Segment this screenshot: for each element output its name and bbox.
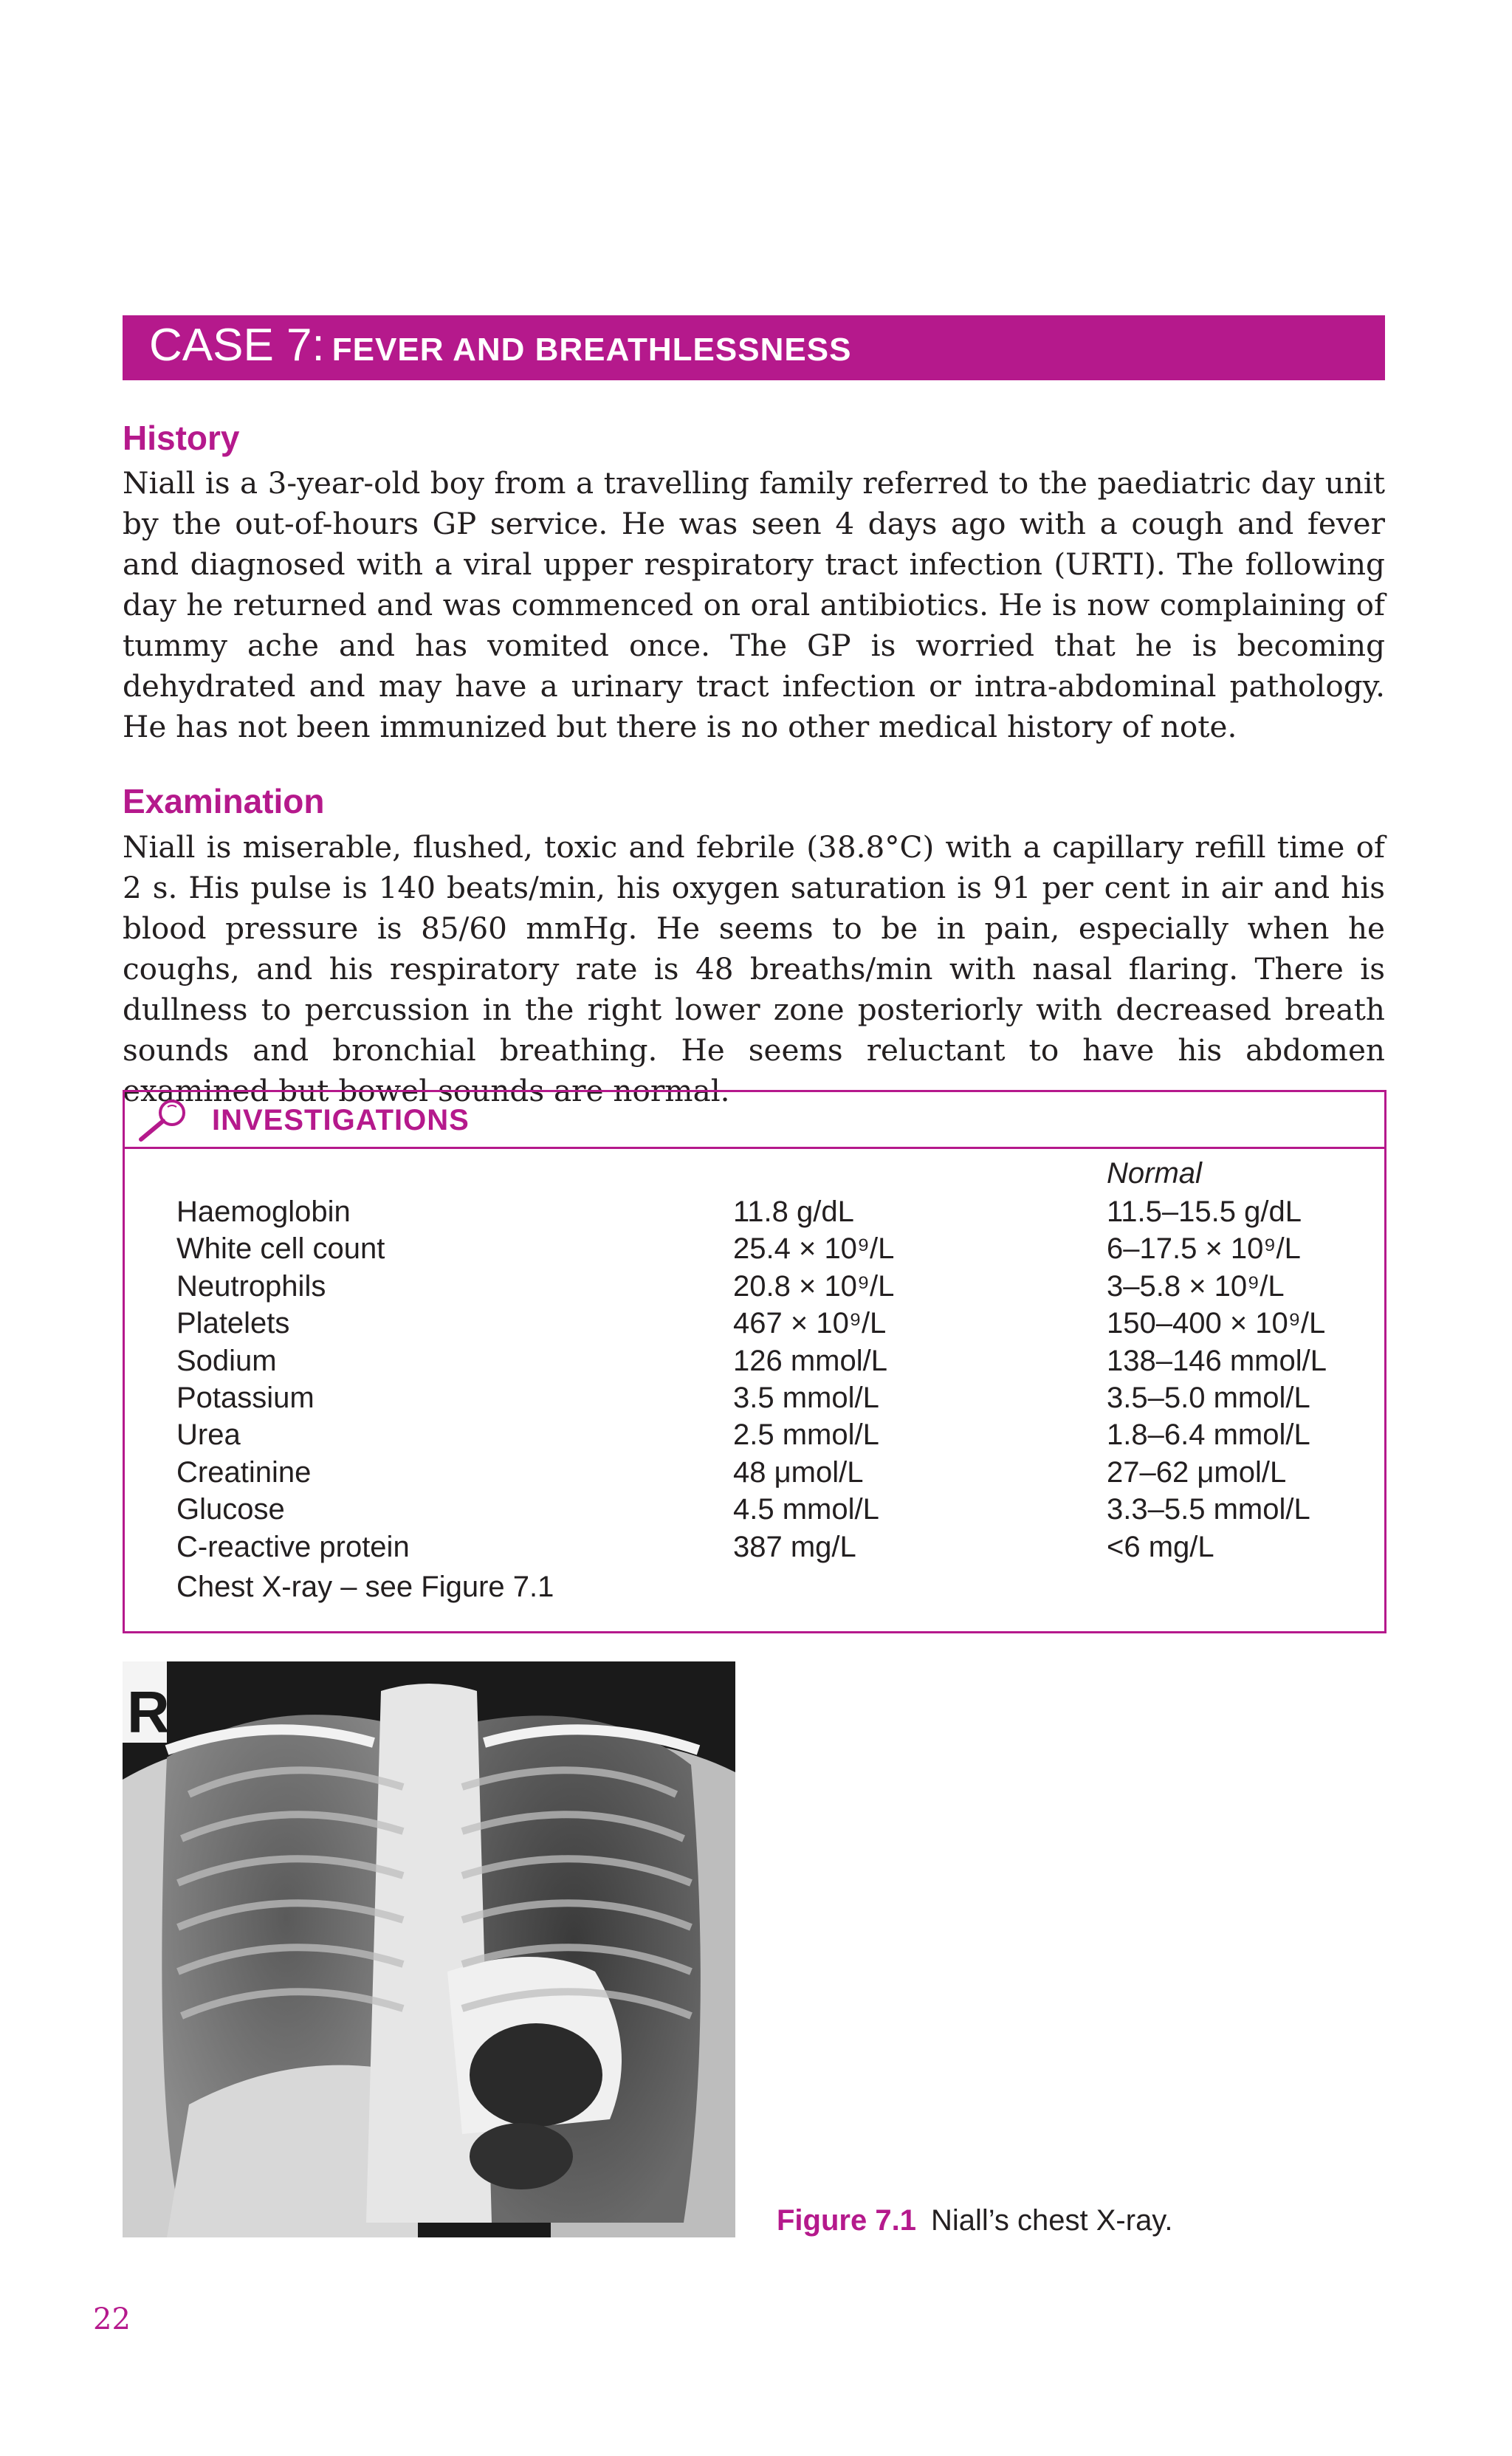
investigation-row — [176, 1232, 1372, 1269]
examination-text: Niall is miserable, flushed, toxic and febrile (38.8°C) with a capillary refill time of 2 s. His pulse is 140 beats/min, his oxygen saturation is 91 per cent in air and his blood pressure is 85/60 mmHg. He seems to be in pain, especially when he coughs, and his respiratory rate is 48 breaths/min with nasal flaring. There is dullness to percussion in the right lower zone posteriorly with decreased breath sounds and bronchial breathing. He seems reluctant to have his abdomen examined but bowel sounds are normal. — [123, 829, 1385, 1108]
investigation-name: C-reactive protein — [176, 1530, 410, 1563]
case-title — [149, 319, 851, 371]
investigation-normal-range: 11.5–15.5 g/dL — [1107, 1196, 1302, 1228]
figure-label: Figure 7.1 — [777, 2204, 916, 2237]
history-text: Niall is a 3-year-old boy from a travelling family referred to the paediatric day unit by the out-of-hours GP service. He was seen 4 days ago with a cough and fever and diagnosed with a viral upper respiratory tract infection (URTI). The following day he returned and was commenced on oral antibiotics. He is now complaining of tummy ache and has vomited once. The GP is worried that he is becoming dehydrated and may have a urinary tract infection or intra-abdominal pathology. He has not been immunized but there is no other medical history of note. — [123, 465, 1385, 744]
investigation-value: 4.5 mmol/L — [733, 1493, 879, 1526]
investigation-value: 25.4 × 10⁹/L — [733, 1232, 895, 1266]
xray-side-marker: R — [127, 1679, 170, 1745]
investigation-name: Urea — [176, 1419, 241, 1452]
investigation-name: Sodium — [176, 1344, 277, 1377]
investigation-row — [176, 1419, 1372, 1455]
investigation-normal-range: 3.5–5.0 mmol/L — [1107, 1381, 1310, 1414]
case-label: CASE 7: — [149, 320, 325, 371]
investigations-table — [176, 1196, 1372, 1568]
figure-caption — [777, 2204, 1172, 2237]
investigation-normal-range: 6–17.5 × 10⁹/L — [1107, 1232, 1301, 1266]
magnifier-icon — [131, 1095, 193, 1144]
history-heading: History — [123, 419, 240, 457]
investigations-box — [123, 1090, 1386, 1633]
normal-column-header: Normal — [1107, 1157, 1202, 1190]
investigation-value: 48 μmol/L — [733, 1455, 864, 1489]
investigation-row — [176, 1456, 1372, 1493]
investigation-normal-range: 138–146 mmol/L — [1107, 1344, 1327, 1377]
investigation-row — [176, 1270, 1372, 1307]
investigation-normal-range: 150–400 × 10⁹/L — [1107, 1307, 1326, 1340]
case-subtitle: FEVER AND BREATHLESSNESS — [331, 332, 852, 368]
investigation-name: Haemoglobin — [176, 1196, 351, 1228]
investigation-normal-range: 3.3–5.5 mmol/L — [1107, 1493, 1310, 1526]
investigation-row — [176, 1382, 1372, 1419]
investigation-name: Creatinine — [176, 1455, 312, 1489]
investigation-normal-range: 1.8–6.4 mmol/L — [1107, 1419, 1310, 1452]
investigation-row — [176, 1493, 1372, 1530]
investigation-value: 2.5 mmol/L — [733, 1419, 879, 1452]
investigations-note: Chest X-ray – see Figure 7.1 — [176, 1571, 554, 1603]
investigation-value: 126 mmol/L — [733, 1344, 887, 1377]
investigation-value: 20.8 × 10⁹/L — [733, 1269, 895, 1303]
investigation-value: 467 × 10⁹/L — [733, 1307, 887, 1340]
page-number: 22 — [93, 2302, 131, 2336]
investigation-name: Glucose — [176, 1493, 285, 1526]
figure-caption-text: Niall’s chest X-ray. — [930, 2204, 1173, 2237]
examination-heading: Examination — [123, 782, 325, 820]
investigations-title: INVESTIGATIONS — [212, 1104, 470, 1136]
investigation-value: 11.8 g/dL — [733, 1196, 854, 1228]
investigations-header — [125, 1092, 1384, 1149]
investigation-row — [176, 1345, 1372, 1382]
investigation-name: Potassium — [176, 1381, 315, 1414]
investigation-normal-range: 3–5.8 × 10⁹/L — [1107, 1269, 1285, 1303]
investigation-value: 387 mg/L — [733, 1530, 856, 1563]
investigation-normal-range: <6 mg/L — [1107, 1530, 1214, 1563]
investigation-normal-range: 27–62 μmol/L — [1107, 1455, 1287, 1489]
investigation-name: Neutrophils — [176, 1269, 326, 1303]
investigation-row — [176, 1196, 1372, 1232]
investigation-name: White cell count — [176, 1232, 385, 1266]
investigation-name: Platelets — [176, 1307, 290, 1340]
chest-xray-image — [123, 1661, 735, 2237]
case-title-band — [123, 315, 1385, 380]
investigation-value: 3.5 mmol/L — [733, 1381, 879, 1414]
investigation-row — [176, 1307, 1372, 1344]
investigation-row — [176, 1531, 1372, 1568]
